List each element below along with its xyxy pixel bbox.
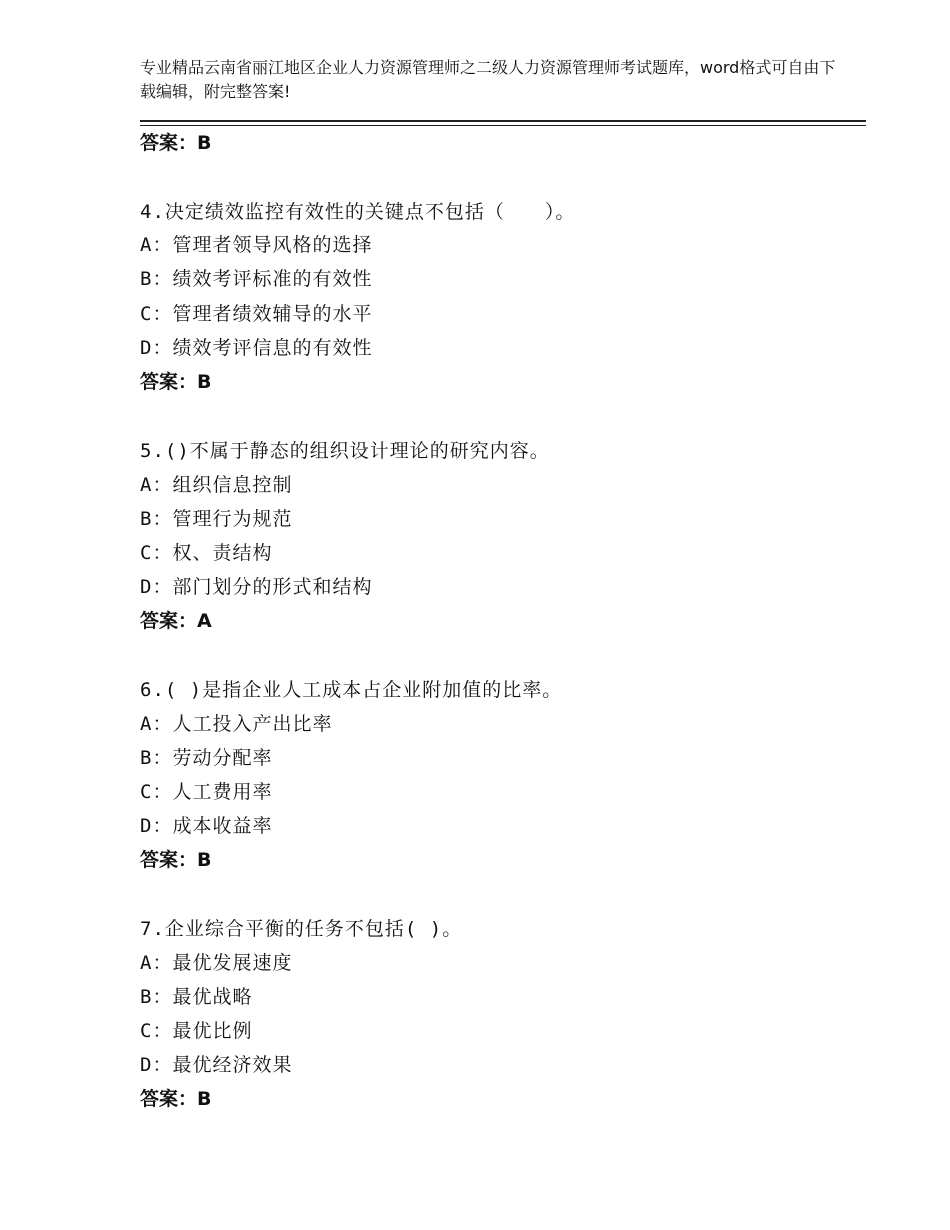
option-6-d: D：成本收益率	[140, 815, 273, 837]
option-4-c: C：管理者绩效辅导的水平	[140, 303, 373, 325]
option-5-b: B：管理行为规范	[140, 508, 293, 530]
option-5-c: C：权、责结构	[140, 542, 273, 564]
option-7-d: D：最优经济效果	[140, 1054, 293, 1076]
option-4-b: B：绩效考评标准的有效性	[140, 268, 373, 290]
option-7-a: A：最优发展速度	[140, 952, 293, 974]
question-stem-7: 7.企业综合平衡的任务不包括( )。	[140, 918, 463, 940]
question-stem-4: 4.决定绩效监控有效性的关键点不包括（ ）。	[140, 201, 576, 223]
document-header: 专业精品云南省丽江地区企业人力资源管理师之二级人力资源管理师考试题库，word格式可自由下载编辑，附完整答案!	[140, 58, 836, 101]
answer-previous: 答案：B	[140, 132, 212, 154]
option-7-c: C：最优比例	[140, 1020, 253, 1042]
option-5-a: A：组织信息控制	[140, 474, 293, 496]
option-5-d: D：部门划分的形式和结构	[140, 576, 373, 598]
option-4-d: D：绩效考评信息的有效性	[140, 337, 373, 359]
answer-6: 答案：B	[140, 849, 212, 871]
answer-4: 答案：B	[140, 371, 212, 393]
option-7-b: B：最优战略	[140, 986, 253, 1008]
answer-7: 答案：B	[140, 1088, 212, 1110]
question-stem-6: 6.( )是指企业人工成本占企业附加值的比率。	[140, 679, 563, 701]
header-divider-thin	[140, 125, 866, 126]
option-6-b: B：劳动分配率	[140, 747, 273, 769]
option-6-c: C：人工费用率	[140, 781, 273, 803]
header-divider-thick	[140, 120, 866, 122]
answer-5: 答案：A	[140, 610, 212, 632]
question-stem-5: 5.()不属于静态的组织设计理论的研究内容。	[140, 440, 550, 462]
option-4-a: A：管理者领导风格的选择	[140, 234, 373, 256]
option-6-a: A：人工投入产出比率	[140, 713, 333, 735]
